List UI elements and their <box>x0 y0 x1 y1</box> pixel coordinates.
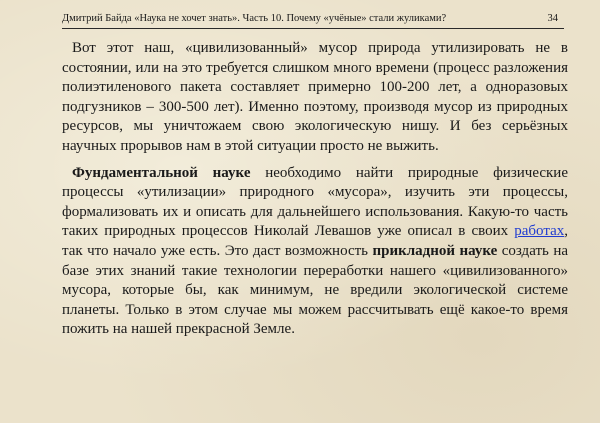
paragraph-2 <box>62 164 568 340</box>
paragraph-2-part-1: необходимо найти природные физические процессы «утилизации» природного «мусора», изучить эти процессы, формализовать их и описать для дальнейшего использования. Какую-то часть таких природных процессов Николай Левашов уже описал в своих <box>62 164 568 240</box>
page-number: 34 <box>547 13 558 24</box>
bold-term-fundamental: Фундаментальной науке <box>72 164 251 181</box>
bold-term-applied: прикладной науке <box>372 242 498 259</box>
paragraph-2-part-2: , так что начало уже есть. Это даст возможность <box>62 223 568 259</box>
header-title: Дмитрий Байда «Наука не хочет знать». Часть 10. Почему «учёные» стали жуликами? <box>62 13 447 24</box>
document-body <box>62 39 568 347</box>
paragraph-2-part-3: создать на базе этих знаний такие технологии переработки нашего «цивилизованного» мусора, которые бы, как минимум, не вредили экологической системе планеты. Только в этом случае мы можем рассчитывать ещё какое-то время пожить на нашей прекрасной Земле. <box>62 242 568 338</box>
paragraph-1: Вот этот наш, «цивилизованный» мусор природа утилизировать не в состоянии, или на это требуется слишком много времени (процесс разложения полиэтиленового пакета составляет примерно 100-200 лет, а одноразовых подгузников – 300-500 лет). Именно поэтому, производя мусор из природных ресурсов, мы уничтожаем свою экологическую нишу. И без серьёзных научных прорывов нам в этой ситуации просто не выжить. <box>62 40 568 154</box>
header-divider <box>62 28 564 29</box>
works-link[interactable]: работах <box>514 223 565 240</box>
